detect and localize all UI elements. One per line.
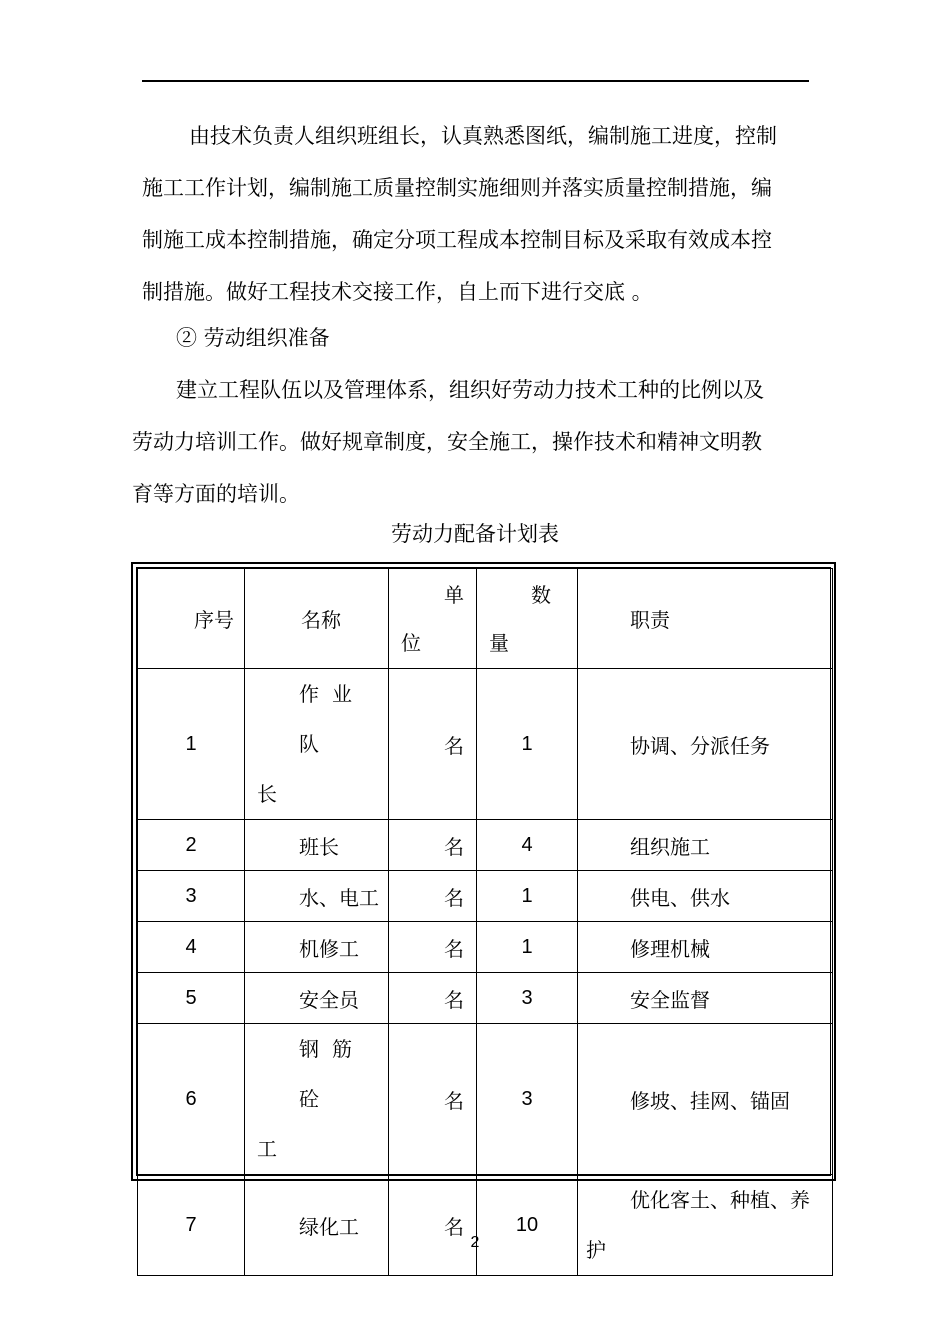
cell-qty: 3	[477, 1024, 578, 1175]
cell-unit: 名	[389, 871, 477, 922]
labor-plan-table	[131, 562, 836, 1262]
cell-unit: 名	[389, 973, 477, 1024]
cell-qty: 3	[477, 973, 578, 1024]
cell-name	[245, 669, 389, 820]
cell-qty: 1	[477, 922, 578, 973]
cell-duty: 修理机械	[578, 922, 833, 973]
section-heading: ② 劳动组织准备	[176, 326, 330, 350]
cell-duty-line2: 护	[586, 1238, 606, 1262]
header-qty-line2: 量	[489, 630, 509, 655]
paragraph-technical-prep	[142, 110, 810, 318]
cell-qty: 1	[477, 871, 578, 922]
header-name: 名称	[245, 569, 389, 669]
cell-unit: 名	[389, 1175, 477, 1276]
table-row	[138, 973, 833, 1024]
cell-unit: 名	[389, 1024, 477, 1175]
table-row	[138, 922, 833, 973]
cell-duty: 协调、分派任务	[578, 669, 833, 820]
header-qty	[477, 569, 578, 669]
paragraph-line: 育等方面的培训。	[132, 482, 300, 506]
paragraph-line: 建立工程队伍以及管理体系，组织好劳动力技术工种的比例以及	[176, 378, 764, 402]
paragraph-line: 施工工作计划，编制施工质量控制实施细则并落实质量控制措施，编	[142, 176, 772, 200]
table-row	[138, 871, 833, 922]
header-unit	[389, 569, 477, 669]
table-row	[138, 1175, 833, 1276]
cell-duty: 修坡、挂网、锚固	[578, 1024, 833, 1175]
header-duty: 职责	[578, 569, 833, 669]
paragraph-labor-prep	[132, 364, 810, 520]
cell-name-line2: 工	[257, 1137, 277, 1161]
cell-qty: 1	[477, 669, 578, 820]
page-number: 2	[470, 1234, 480, 1251]
cell-seq: 2	[138, 820, 245, 871]
header-seq: 序号	[138, 569, 245, 669]
cell-name: 水、电工	[245, 871, 389, 922]
cell-seq: 6	[138, 1024, 245, 1175]
cell-unit: 名	[389, 820, 477, 871]
table-header-row	[138, 569, 833, 669]
header-rule	[142, 80, 809, 82]
cell-name	[245, 1024, 389, 1175]
paragraph-line: 制施工成本控制措施，确定分项工程成本控制目标及采取有效成本控	[142, 228, 772, 252]
cell-name-line1: 作业队	[299, 682, 365, 756]
cell-duty-line1: 优化客土、种植、养	[630, 1188, 810, 1212]
table-row	[138, 669, 833, 820]
header-unit-line2: 位	[401, 630, 421, 655]
cell-name: 安全员	[245, 973, 389, 1024]
cell-seq: 3	[138, 871, 245, 922]
paragraph-line: 劳动力培训工作。做好规章制度，安全施工，操作技术和精神文明教	[132, 430, 762, 454]
table-title: 劳动力配备计划表	[391, 522, 559, 546]
cell-unit: 名	[389, 669, 477, 820]
paragraph-line: 由技术负责人组织班组长，认真熟悉图纸，编制施工进度，控制	[189, 124, 777, 148]
header-unit-line1: 单	[444, 582, 464, 607]
table-row	[138, 1024, 833, 1175]
cell-seq: 1	[138, 669, 245, 820]
cell-unit: 名	[389, 922, 477, 973]
cell-name: 绿化工	[245, 1175, 389, 1276]
cell-duty: 组织施工	[578, 820, 833, 871]
cell-duty	[578, 1175, 833, 1276]
cell-seq: 7	[138, 1175, 245, 1276]
cell-name: 机修工	[245, 922, 389, 973]
cell-name-line1: 钢筋砼	[299, 1037, 365, 1111]
cell-seq: 4	[138, 922, 245, 973]
cell-duty: 安全监督	[578, 973, 833, 1024]
cell-name-line2: 长	[257, 782, 277, 806]
cell-qty: 4	[477, 820, 578, 871]
header-qty-line1: 数	[531, 582, 551, 607]
cell-qty: 10	[477, 1175, 578, 1276]
cell-seq: 5	[138, 973, 245, 1024]
table-row	[138, 820, 833, 871]
cell-duty: 供电、供水	[578, 871, 833, 922]
paragraph-line: 制措施。做好工程技术交接工作，自上而下进行交底 。	[142, 280, 653, 304]
cell-name: 班长	[245, 820, 389, 871]
